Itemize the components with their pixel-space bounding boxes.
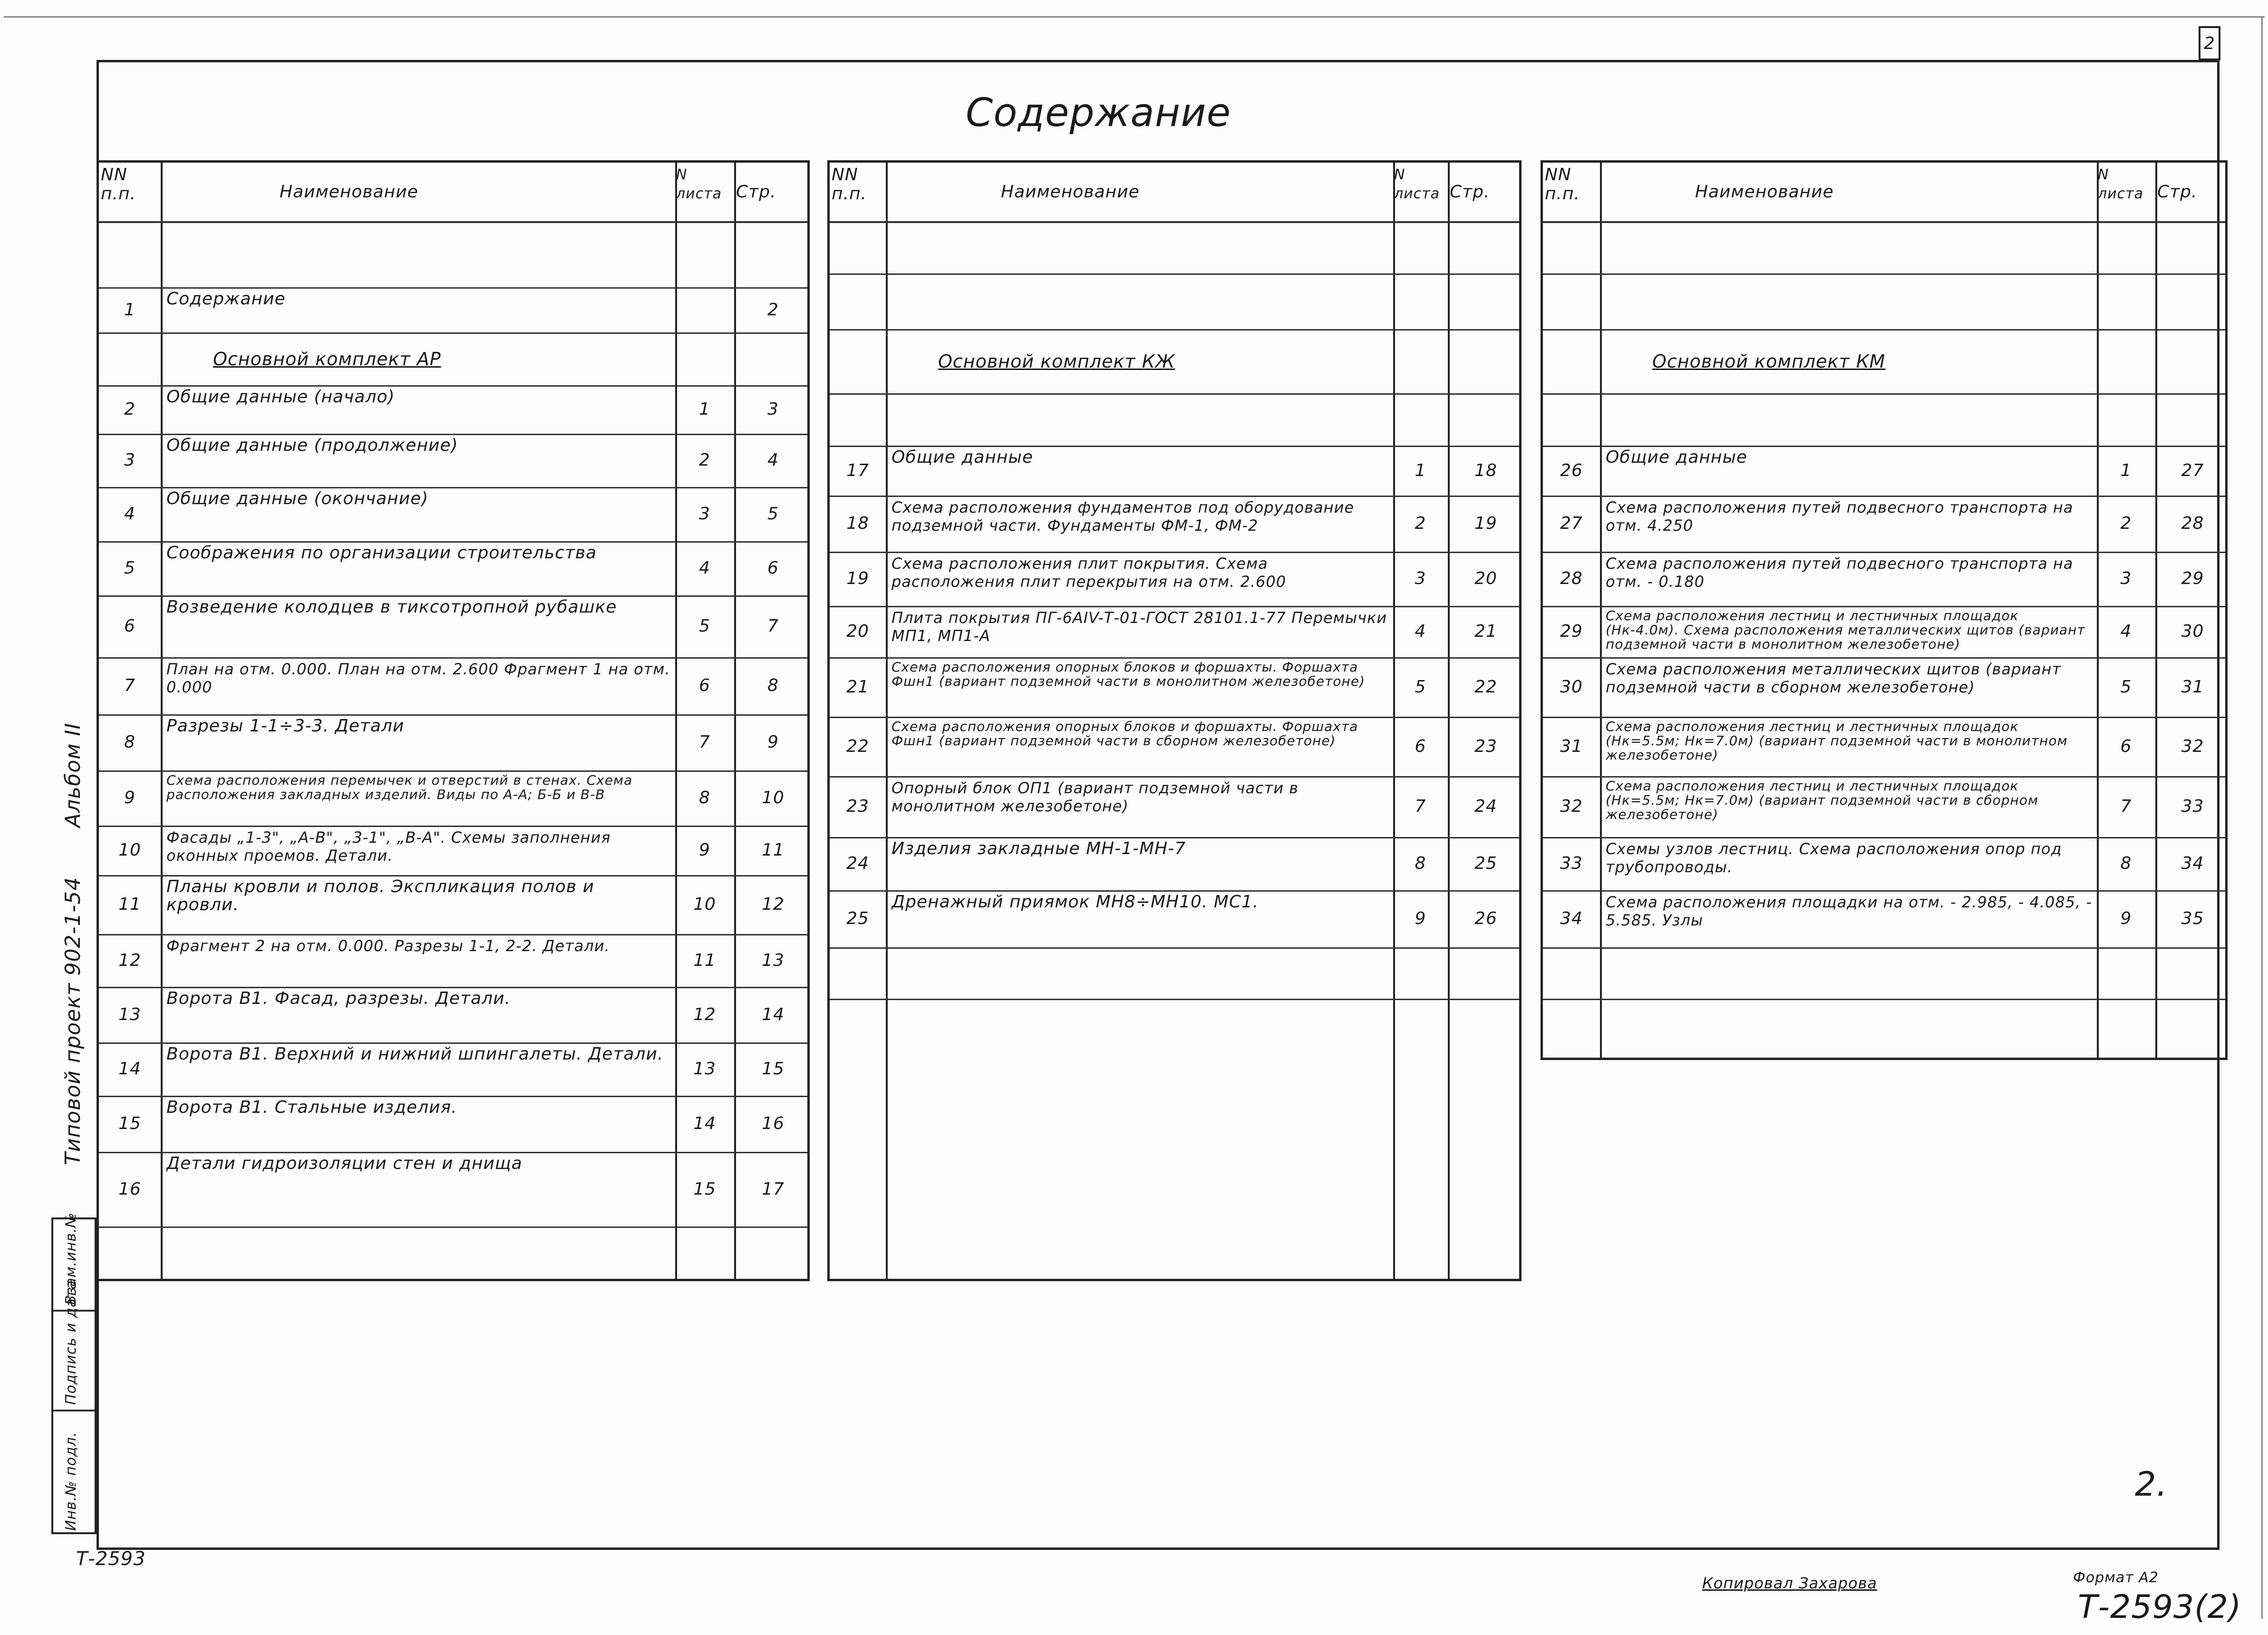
row-divider (99, 1152, 807, 1153)
page-mark: 2. (2135, 1465, 2168, 1504)
row-sheet: 6 (699, 676, 710, 695)
row-divider (830, 496, 1519, 497)
drawing-code-left: Т-2593 (76, 1548, 146, 1570)
header-page: Стр. (1450, 182, 1490, 202)
row-number: 27 (1560, 514, 1583, 533)
row-number: 32 (1560, 797, 1583, 816)
row-divider (99, 714, 807, 716)
row-sheet: 7 (2120, 797, 2132, 816)
row-number: 10 (118, 840, 141, 860)
row-divider (1543, 606, 2225, 607)
row-number: 25 (846, 909, 869, 928)
format-label: Формат А2 (2073, 1569, 2159, 1586)
drawing-code-right: Т-2593(2) (2078, 1588, 2242, 1626)
row-page: 23 (1474, 736, 1497, 756)
row-divider (99, 987, 807, 988)
row-title: Схема расположения опорных блоков и форшахты. Форшахта Фшн1 (вариант подземной части в сборном железобетоне) (892, 720, 1358, 749)
row-sheet: 8 (2120, 854, 2132, 873)
row-number: 31 (1560, 736, 1583, 756)
section-heading: Основной комплект АР (213, 348, 441, 370)
row-title: Ворота В1. Фасад, разрезы. Детали. (166, 990, 511, 1008)
row-page: 21 (1474, 622, 1497, 641)
row-title: Общие данные (начало) (166, 388, 395, 407)
row-divider (99, 595, 807, 597)
stamp-replaced: Взам.инв.№ (63, 1212, 79, 1305)
row-title: Схема расположения перемычек и отверстий в стенах. Схема расположения закладных изделий. Виды по А-А; Б-Б и В-В (166, 773, 633, 802)
section-heading: Основной комплект КЖ (938, 350, 1175, 372)
row-divider (99, 770, 807, 772)
row-sheet: 1 (699, 399, 710, 419)
row-sheet: 2 (1415, 514, 1426, 533)
header-nn: NN п.п. (1545, 165, 1580, 204)
row-number: 4 (124, 504, 136, 524)
row-number: 8 (124, 732, 136, 752)
row-title: Схема расположения путей подвесного транспорта на отм. 4.250 (1606, 498, 2074, 535)
row-title: Дренажный приямок МН8÷МН10. МС1. (892, 893, 1259, 912)
row-page: 5 (767, 504, 779, 524)
row-sheet: 2 (699, 450, 710, 470)
header-nn: NN п.п. (101, 165, 136, 204)
row-page: 26 (1474, 909, 1497, 928)
row-sheet: 9 (1415, 909, 1426, 928)
row-page: 8 (767, 676, 779, 695)
row-title: Опорный блок ОП1 (вариант подземной части в монолитном железобетоне) (892, 779, 1299, 815)
row-divider (99, 657, 807, 659)
row-page: 3 (767, 399, 779, 419)
row-title: Возведение колодцев в тиксотропной рубашке (166, 598, 617, 617)
row-page: 10 (762, 788, 785, 808)
row-divider (99, 487, 807, 488)
row-sheet: 4 (2120, 622, 2132, 641)
row-sheet: 11 (693, 950, 716, 970)
row-divider (830, 329, 1519, 331)
header-sheet: N листа (1394, 166, 1440, 202)
row-sheet: 3 (2120, 569, 2132, 588)
outer-border-top (4, 16, 2265, 18)
row-number: 22 (846, 736, 869, 756)
stamp-signature: Подпись и дата (63, 1280, 79, 1405)
row-page: 27 (2181, 460, 2204, 480)
row-sheet: 5 (1415, 677, 1426, 697)
row-divider (830, 657, 1519, 659)
row-page: 12 (762, 895, 785, 914)
row-divider (830, 273, 1519, 275)
row-divider (1543, 717, 2225, 718)
row-divider (1543, 552, 2225, 553)
row-title: Плита покрытия ПГ-6АIV-Т-01-ГОСТ 28101.1-77 Перемычки МП1, МП1-А (892, 609, 1387, 645)
row-title: Фрагмент 2 на отм. 0.000. Разрезы 1-1, 2-2. Детали. (166, 937, 610, 955)
row-title: Схема расположения фундаментов под оборудование подземной части. Фундаменты ФМ-1, ФМ-2 (892, 498, 1355, 535)
row-title: Схема расположения лестниц и лестничных площадок (Нк=5.5м; Нк=7.0м) (вариант подземной части в монолитном железобетоне) (1606, 720, 2068, 763)
section-heading: Основной комплект КМ (1652, 350, 1886, 372)
row-divider (1543, 947, 2225, 949)
row-page: 14 (762, 1004, 785, 1024)
row-sheet: 5 (699, 616, 710, 636)
row-sheet: 8 (699, 788, 710, 808)
row-sheet: 1 (1415, 460, 1426, 480)
row-page: 17 (762, 1179, 785, 1199)
row-number: 24 (846, 854, 869, 873)
row-page: 22 (1474, 677, 1497, 697)
row-divider (830, 890, 1519, 892)
row-sheet: 10 (693, 895, 716, 914)
row-divider (1543, 273, 2225, 275)
row-title: Детали гидроизоляции стен и днища (166, 1155, 523, 1173)
header-name: Наименование (1001, 182, 1140, 202)
row-page: 2 (767, 300, 779, 320)
row-divider (99, 875, 807, 876)
row-divider (830, 606, 1519, 607)
row-divider (830, 837, 1519, 838)
row-divider (830, 776, 1519, 778)
row-divider (1543, 837, 2225, 838)
row-sheet: 9 (699, 840, 710, 860)
row-number: 34 (1560, 909, 1583, 928)
row-divider (99, 287, 807, 289)
row-title: Схема расположения плит покрытия. Схема расположения плит перекрытия на отм. 2.600 (892, 555, 1287, 591)
row-sheet: 2 (2120, 514, 2132, 533)
row-title: Разрезы 1-1÷3-3. Детали (166, 717, 405, 736)
row-title: Фасады „1-3", „А-В", „3-1", „В-А". Схемы заполнения оконных проемов. Детали. (166, 828, 611, 865)
row-number: 7 (124, 676, 136, 695)
row-sheet: 7 (1415, 797, 1426, 816)
row-number: 9 (124, 788, 136, 808)
row-number: 19 (846, 569, 869, 588)
row-divider (1543, 496, 2225, 497)
contents-table-kzh (827, 160, 1522, 1281)
row-page: 30 (2181, 622, 2204, 641)
row-page: 33 (2181, 797, 2204, 816)
row-page: 7 (767, 616, 779, 636)
row-title: Схема расположения лестниц и лестничных площадок (Нк=5.5м; Нк=7.0м) (вариант подземной части в сборном железобетоне) (1606, 779, 2039, 822)
contents-table-ar (97, 160, 810, 1281)
row-title: Соображения по организации строительства (166, 544, 597, 563)
row-title: Схема расположения опорных блоков и форшахты. Форшахта Фшн1 (вариант подземной части в монолитном железобетоне) (892, 660, 1365, 689)
row-page: 11 (762, 840, 785, 860)
row-number: 17 (846, 460, 869, 480)
row-title: Ворота В1. Стальные изделия. (166, 1099, 457, 1117)
row-sheet: 1 (2120, 460, 2132, 480)
row-page: 19 (1474, 514, 1497, 533)
row-divider (1543, 329, 2225, 331)
row-sheet: 4 (699, 558, 710, 578)
row-page: 24 (1474, 797, 1497, 816)
row-number: 30 (1560, 677, 1583, 697)
row-sheet: 6 (2120, 736, 2132, 756)
row-divider (1543, 393, 2225, 395)
row-number: 13 (118, 1004, 141, 1024)
header-nn: NN п.п. (832, 165, 867, 204)
row-divider (99, 826, 807, 827)
row-sheet: 7 (699, 732, 710, 752)
row-number: 15 (118, 1114, 141, 1133)
row-page: 13 (762, 950, 785, 970)
row-title: Схема расположения площадки на отм. - 2.985, - 4.085, - 5.585. Узлы (1606, 893, 2093, 929)
row-number: 12 (118, 950, 141, 970)
row-sheet: 9 (2120, 909, 2132, 928)
row-number: 3 (124, 450, 136, 470)
approval-stamp (51, 1212, 97, 1534)
row-sheet: 3 (699, 504, 710, 524)
header-page: Стр. (736, 182, 776, 202)
row-divider (99, 332, 807, 334)
header-sheet: N листа (676, 166, 722, 202)
row-number: 20 (846, 622, 869, 641)
row-title: Общие данные (окончание) (166, 490, 429, 508)
header-page: Стр. (2157, 182, 2198, 202)
row-sheet: 12 (693, 1004, 716, 1024)
row-number: 18 (846, 514, 869, 533)
row-divider (1543, 657, 2225, 659)
sheet-number: 2 (2199, 26, 2220, 60)
row-title: Общие данные (892, 448, 1034, 467)
row-page: 9 (767, 732, 779, 752)
row-title: Содержание (166, 290, 286, 309)
album-label: Альбом II (61, 722, 85, 827)
row-divider (830, 446, 1519, 447)
row-divider (99, 434, 807, 435)
row-number: 11 (118, 895, 141, 914)
page-title: Содержание (965, 90, 1231, 136)
row-number: 28 (1560, 569, 1583, 588)
row-number: 16 (118, 1179, 141, 1199)
row-page: 35 (2181, 909, 2204, 928)
row-divider (99, 1226, 807, 1228)
outer-border-right (2261, 16, 2263, 1619)
header-sheet: N листа (2098, 166, 2144, 202)
contents-table-km (1541, 160, 2228, 1060)
row-sheet: 3 (1415, 569, 1426, 588)
row-page: 34 (2181, 854, 2204, 873)
row-page: 16 (762, 1114, 785, 1133)
copied-by: Копировал Захарова (1702, 1574, 1878, 1592)
row-page: 15 (762, 1059, 785, 1079)
project-label: Типовой проект 902-1-54 (61, 876, 85, 1165)
row-divider (830, 552, 1519, 553)
row-title: Ворота В1. Верхний и нижний шпингалеты. Детали. (166, 1045, 664, 1064)
row-sheet: 8 (1415, 854, 1426, 873)
row-divider (99, 934, 807, 935)
row-page: 20 (1474, 569, 1497, 588)
row-divider (830, 947, 1519, 949)
row-divider (1543, 446, 2225, 447)
row-page: 32 (2181, 736, 2204, 756)
row-number: 14 (118, 1059, 141, 1079)
row-number: 26 (1560, 460, 1583, 480)
row-title: Общие данные (1606, 448, 1748, 467)
header-name: Наименование (280, 182, 418, 202)
row-page: 28 (2181, 514, 2204, 533)
row-divider (1543, 776, 2225, 778)
row-page: 6 (767, 558, 779, 578)
row-page: 29 (2181, 569, 2204, 588)
row-title: План на отм. 0.000. План на отм. 2.600 Фрагмент 1 на отм. 0.000 (166, 660, 670, 696)
row-page: 31 (2181, 677, 2204, 697)
row-divider (99, 541, 807, 543)
row-page: 18 (1474, 460, 1497, 480)
row-title: Общие данные (продолжение) (166, 437, 458, 455)
row-number: 21 (846, 677, 869, 697)
row-sheet: 14 (693, 1114, 716, 1133)
row-title: Планы кровли и полов. Экспликация полов и кровли. (166, 878, 594, 915)
row-number: 29 (1560, 622, 1583, 641)
row-sheet: 4 (1415, 622, 1426, 641)
row-sheet: 13 (693, 1059, 716, 1079)
row-divider (1543, 999, 2225, 1000)
row-sheet: 15 (693, 1179, 716, 1199)
row-number: 33 (1560, 854, 1583, 873)
row-page: 4 (767, 450, 779, 470)
row-divider (830, 999, 1519, 1000)
row-number: 2 (124, 399, 136, 419)
row-sheet: 6 (1415, 736, 1426, 756)
row-number: 6 (124, 616, 136, 636)
header-name: Наименование (1695, 182, 1834, 202)
row-divider (830, 717, 1519, 718)
row-title: Схема расположения металлических щитов (вариант подземной части в сборном железобетоне) (1606, 660, 2062, 696)
stamp-inv: Инв.№ подл. (63, 1431, 79, 1531)
row-number: 23 (846, 797, 869, 816)
row-title: Схема расположения лестниц и лестничных площадок (Нк-4.0м). Схема расположения металлических щитов (вариант подземной части в монолитном железобетоне) (1606, 609, 2085, 652)
row-divider (99, 1042, 807, 1044)
row-number: 5 (124, 558, 136, 578)
row-title: Схемы узлов лестниц. Схема расположения опор под трубопроводы. (1606, 840, 2062, 876)
row-divider (830, 393, 1519, 395)
row-divider (99, 1096, 807, 1097)
row-page: 25 (1474, 854, 1497, 873)
row-number: 1 (124, 300, 136, 320)
row-divider (99, 385, 807, 387)
row-divider (1543, 890, 2225, 892)
row-sheet: 5 (2120, 677, 2132, 697)
row-title: Изделия закладные МН-1-МН-7 (892, 840, 1186, 858)
row-title: Схема расположения путей подвесного транспорта на отм. - 0.180 (1606, 555, 2074, 591)
